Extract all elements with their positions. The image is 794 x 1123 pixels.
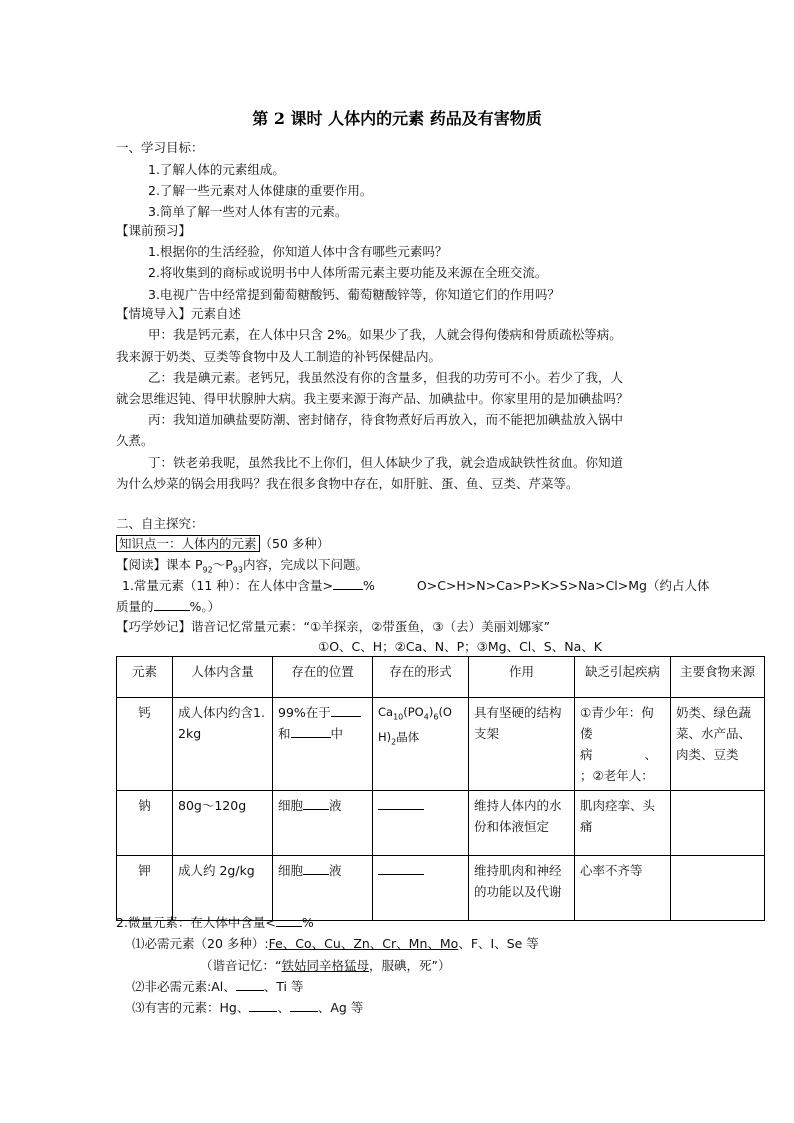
knowledge-point-1 bbox=[116, 534, 329, 554]
trace-mnemonic-suffix: ，服碘，死”） bbox=[369, 958, 451, 973]
cell-disease bbox=[575, 698, 671, 791]
macro-elements-line2 bbox=[116, 597, 220, 617]
table-row bbox=[117, 698, 765, 791]
trace-item3-prefix: ⑶有害的元素：Hg、 bbox=[132, 1000, 250, 1015]
cell-element: 钾 bbox=[117, 856, 173, 921]
location-blank-2[interactable] bbox=[291, 725, 331, 738]
page-title: 第 2 课时 人体内的元素 药品及有害物质 bbox=[252, 109, 542, 128]
cell-form bbox=[373, 698, 469, 791]
macro-line2-prefix: 质量的 bbox=[116, 599, 154, 614]
macro-prefix: 1.常量元素（11 种）：在人体中含量> bbox=[122, 578, 334, 593]
location-blank[interactable] bbox=[303, 862, 329, 875]
intro-line-1: 甲：我是钙元素，在人体中只含 2%。如果少了我，人就会得佝偻病和骨质疏松等病。 bbox=[148, 327, 622, 342]
cell-content: 成人约 2g/kg bbox=[173, 856, 273, 921]
disease-text-a: ①青少年：佝偻 bbox=[580, 705, 654, 741]
form-part: 晶体 bbox=[396, 730, 420, 745]
trace-item-2 bbox=[132, 977, 303, 997]
trace-item2-prefix: ⑵非必需元素:Al、 bbox=[132, 979, 236, 994]
disease-text-d: ；②老年人： bbox=[580, 768, 654, 783]
table-row bbox=[117, 791, 765, 856]
trace-heading bbox=[116, 913, 314, 933]
trace-item3-suffix: 、Ag 等 bbox=[317, 1000, 364, 1015]
location-text-a: 99%在于 bbox=[278, 705, 331, 720]
macro-line2-suffix: %。） bbox=[189, 599, 221, 614]
cell-element: 钠 bbox=[117, 791, 173, 856]
trace-item2-blank[interactable] bbox=[236, 978, 264, 991]
location-blank-1[interactable] bbox=[331, 704, 361, 717]
cell-food bbox=[671, 791, 765, 856]
mnemonic-key: ①O、C、H；②Ca、N、P；③Mg、Cl、S、Na、K bbox=[318, 639, 602, 654]
trace-mnemonic-prefix: （谐音记忆：“ bbox=[200, 958, 282, 973]
cell-disease: 肌肉痉挛、头痛 bbox=[575, 791, 671, 856]
trace-item3-sep: 、 bbox=[277, 1000, 290, 1015]
cell-content: 80g～120g bbox=[173, 791, 273, 856]
intro-line-6: 久煮。 bbox=[116, 433, 154, 448]
goal-3: 3.简单了解一些对人体有害的元素。 bbox=[148, 204, 348, 219]
reading-suffix: 内容，完成以下问题。 bbox=[242, 557, 368, 572]
trace-content-blank[interactable] bbox=[276, 914, 302, 927]
trace-item-3 bbox=[132, 998, 363, 1018]
location-text-a: 细胞 bbox=[278, 798, 304, 813]
trace-item3-blank-1[interactable] bbox=[249, 999, 277, 1012]
goal-1: 1.了解人体的元素组成。 bbox=[148, 162, 285, 177]
disease-text-c: 、 bbox=[644, 747, 658, 762]
reading-prefix: 【阅读】课本 P bbox=[116, 557, 203, 572]
macro-order: O>C>H>N>Ca>P>K>S>Na>Cl>Mg（约占人体 bbox=[416, 578, 710, 593]
table-header-row bbox=[117, 657, 765, 698]
form-sub: 4 bbox=[423, 712, 429, 722]
form-part: (PO bbox=[403, 705, 424, 719]
cell-element: 钙 bbox=[117, 698, 173, 791]
trace-item1-list: Fe、Co、Cu、Zn、Cr、Mn、Mo bbox=[268, 936, 459, 951]
form-sub: 2 bbox=[391, 737, 397, 747]
trace-item2-suffix: 、Ti 等 bbox=[263, 979, 304, 994]
intro-line-2: 我来源于奶类、豆类等食物中及人工制造的补钙保健品内。 bbox=[116, 349, 442, 364]
location-text-b: 和 bbox=[278, 726, 291, 741]
macro-content-blank[interactable] bbox=[333, 577, 363, 590]
preview-heading: 【课前预习】 bbox=[116, 223, 192, 238]
cell-function: 具有坚硬的结构支架 bbox=[469, 698, 575, 791]
cell-form bbox=[373, 791, 469, 856]
intro-line-7: 丁：铁老弟我呢，虽然我比不上你们，但人体缺少了我，就会造成缺铁性贫血。你知道 bbox=[148, 455, 624, 470]
header-content: 人体内含量 bbox=[173, 657, 273, 698]
header-disease: 缺乏引起疾病 bbox=[575, 657, 671, 698]
knowledge-point-label: 知识点一：人体内的元素 bbox=[116, 535, 260, 552]
header-location: 存在的位置 bbox=[273, 657, 373, 698]
macro-unit: % bbox=[363, 578, 375, 593]
cell-location bbox=[273, 698, 373, 791]
header-food: 主要食物来源 bbox=[671, 657, 765, 698]
reading-page-end: 93 bbox=[232, 565, 243, 575]
location-text-b: 液 bbox=[329, 863, 342, 878]
intro-line-3: 乙：我是碘元素。老钙兄，我虽然没有你的含量多，但我的功劳可不小。若少了我，人 bbox=[148, 370, 624, 385]
header-element: 元素 bbox=[117, 657, 173, 698]
trace-item1-prefix: ⑴必需元素（20 多种）: bbox=[132, 936, 269, 951]
intro-line-4: 就会思维迟钝、得甲状腺肿大病。我主要来源于海产品、加碘盐中。你家里用的是加碘盐吗？ bbox=[116, 391, 629, 406]
cell-food: 奶类、绿色蔬菜、水产品、肉类、豆类 bbox=[671, 698, 765, 791]
form-part: ) bbox=[428, 705, 434, 719]
knowledge-point-note: （50 多种） bbox=[259, 536, 330, 551]
macro-elements-line bbox=[122, 576, 709, 596]
location-blank[interactable] bbox=[303, 797, 329, 810]
trace-mnemonic-text: 铁姑同辛格猛母 bbox=[281, 958, 369, 973]
intro-line-5: 丙：我知道加碘盐要防潮、密封储存，待食物煮好后再放入，而不能把加碘盐放入锅中 bbox=[148, 412, 624, 427]
mnemonic-line: 【巧学妙记】谐音记忆常量元素：“①羊探亲，②带蛋鱼，③（去）美丽刘娜家” bbox=[116, 619, 551, 634]
form-part: Ca bbox=[378, 705, 394, 719]
cell-location bbox=[273, 856, 373, 921]
macro-mass-blank[interactable] bbox=[154, 598, 190, 611]
reading-page-start: 92 bbox=[202, 565, 213, 575]
form-part: (OH) bbox=[378, 705, 452, 745]
form-blank[interactable] bbox=[378, 862, 424, 875]
trace-item3-blank-2[interactable] bbox=[290, 999, 318, 1012]
cell-function: 维持肌肉和神经的功能以及代谢 bbox=[469, 856, 575, 921]
cell-form bbox=[373, 856, 469, 921]
form-sub: 6 bbox=[433, 712, 439, 722]
preview-item-1: 1.根据你的生活经验，你知道人体中含有哪些元素吗？ bbox=[148, 244, 448, 259]
table-row bbox=[117, 856, 765, 921]
element-table bbox=[116, 656, 765, 921]
location-text-a: 细胞 bbox=[278, 863, 304, 878]
trace-heading-prefix: 2.微量元素：在人体中含量< bbox=[116, 915, 276, 930]
cell-food bbox=[671, 856, 765, 921]
location-text-c: 中 bbox=[330, 726, 344, 741]
intro-heading: 【情境导入】元素自述 bbox=[116, 306, 242, 321]
header-function: 作用 bbox=[469, 657, 575, 698]
cell-disease: 心率不齐等 bbox=[575, 856, 671, 921]
section1-heading: 一、学习目标： bbox=[116, 140, 204, 155]
trace-item-1 bbox=[132, 934, 539, 954]
cell-location bbox=[273, 791, 373, 856]
trace-heading-unit: % bbox=[301, 915, 314, 930]
location-text-b: 液 bbox=[329, 798, 342, 813]
preview-item-2: 2.将收集到的商标或说明书中人体所需元素主要功能及来源在全班交流。 bbox=[148, 265, 548, 280]
trace-item1-rest: 、F、I、Se 等 bbox=[458, 936, 539, 951]
intro-line-8: 为什么炒菜的锅会用我吗？我在很多食物中存在，如肝脏、蛋、鱼、豆类、芹菜等。 bbox=[116, 476, 579, 491]
trace-mnemonic bbox=[200, 956, 450, 976]
header-form: 存在的形式 bbox=[373, 657, 469, 698]
disease-text-b: 病 bbox=[580, 747, 593, 762]
cell-function: 维持人体内的水份和体液恒定 bbox=[469, 791, 575, 856]
section2-heading: 二、自主探究： bbox=[116, 516, 204, 531]
form-blank[interactable] bbox=[378, 797, 424, 810]
reading-mid: ～P bbox=[212, 557, 233, 572]
cell-content: 成人体内约含1.2kg bbox=[173, 698, 273, 791]
goal-2: 2.了解一些元素对人体健康的重要作用。 bbox=[148, 183, 373, 198]
form-sub: 10 bbox=[393, 712, 404, 722]
preview-item-3: 3.电视广告中经常提到葡萄糖酸钙、葡萄糖酸锌等，你知道它们的作用吗？ bbox=[148, 287, 560, 302]
